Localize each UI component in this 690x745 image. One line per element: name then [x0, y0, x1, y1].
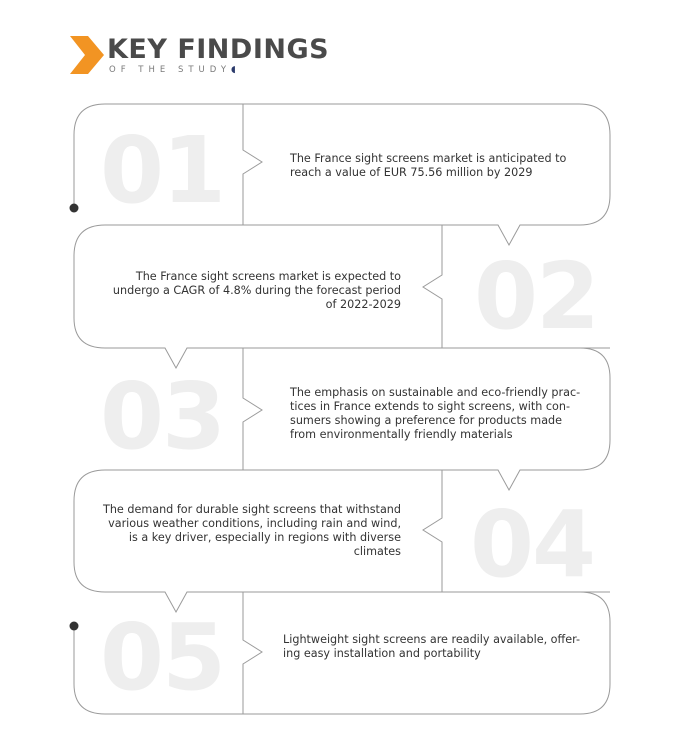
finding-number-03: 03	[100, 363, 225, 470]
finding-number-01: 01	[100, 117, 225, 224]
finding-text-02: The France sight screens market is expected to undergo a CAGR of 4.8% during the forecast period of 2022-2029	[112, 270, 401, 311]
header-title: KEY FINDINGS	[107, 34, 330, 65]
finding-number-04: 04	[470, 491, 595, 598]
divider-02	[423, 225, 442, 348]
chevron-right-icon	[70, 36, 104, 74]
finding-number-02: 02	[474, 243, 599, 350]
finding-text-03: The emphasis on sustainable and eco-friendly prac-tices in France extends to sight screens, with con-sumers showing a preference for products made from environmentally friendly materials	[290, 386, 581, 441]
divider-04	[423, 470, 442, 592]
header-subtitle-mark: ◖	[231, 65, 236, 75]
header-subtitle-text: OF THE STUDY	[109, 65, 232, 75]
finding-text-01: The France sight screens market is anticipated to reach a value of EUR 75.56 million by 2029	[290, 152, 567, 179]
finding-text-04: The demand for durable sight screens that withstand various weather conditions, including rain and wind, is a key driver, especially in regions with diverse climates	[102, 503, 401, 558]
finding-number-05: 05	[100, 604, 225, 711]
timeline-end-dot	[70, 622, 79, 631]
divider-05	[243, 592, 262, 714]
divider-03	[243, 348, 262, 470]
divider-01	[243, 104, 262, 225]
timeline-start-dot	[70, 204, 79, 213]
header-subtitle	[109, 66, 236, 75]
finding-text-05: Lightweight sight screens are readily available, offer-ing easy installation and portability	[283, 633, 581, 660]
